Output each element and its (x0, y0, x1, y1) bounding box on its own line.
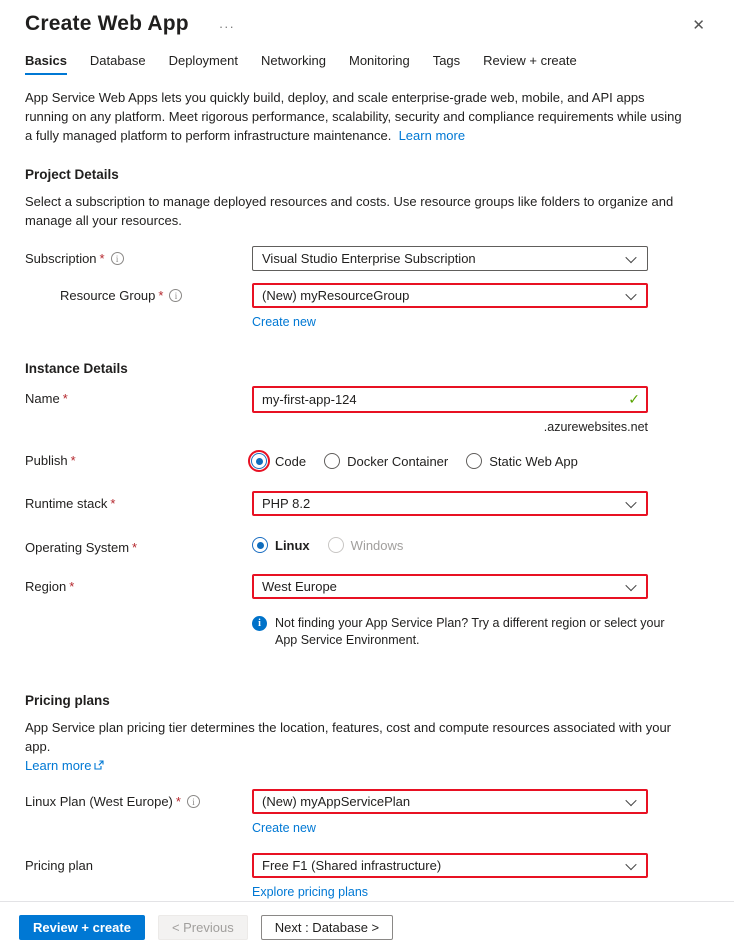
subscription-row (25, 246, 709, 271)
publish-label: Publish (25, 453, 68, 468)
radio-docker-label: Docker Container (347, 453, 449, 469)
create-new-resource-group-link[interactable]: Create new (252, 315, 316, 329)
chevron-down-icon (625, 579, 636, 590)
required-marker: * (69, 579, 75, 594)
pricing-plan-value: Free F1 (Shared infrastructure) (262, 858, 442, 873)
required-marker: * (132, 540, 138, 555)
required-marker: * (70, 453, 76, 468)
radio-code[interactable] (252, 450, 306, 472)
wizard-footer (0, 901, 734, 940)
radio-selected-icon (252, 537, 268, 553)
radio-unselected-icon (324, 453, 340, 469)
project-details-description: Select a subscription to manage deployed resources and costs. Use resource groups like folders to organize and manage all your resources. (25, 194, 674, 228)
linux-plan-value: (New) myAppServicePlan (262, 794, 411, 809)
radio-unselected-icon (466, 453, 482, 469)
region-value: West Europe (262, 579, 337, 594)
pricing-learn-more-link[interactable] (25, 758, 104, 773)
info-icon: i (252, 616, 267, 631)
publish-row (25, 448, 709, 472)
next-database-button[interactable]: Next : Database > (261, 915, 393, 940)
radio-code-label: Code (275, 453, 307, 469)
radio-static-label: Static Web App (489, 453, 578, 469)
page-title: Create Web App (25, 12, 189, 35)
pricing-description-text: App Service plan pricing tier determines the location, features, cost and compute resources associated with your app. (25, 720, 672, 754)
chevron-down-icon (625, 496, 636, 507)
instance-details-heading: Instance Details (25, 361, 128, 376)
pricing-plan-row (25, 853, 709, 901)
valid-checkmark-icon: ✓ (628, 391, 640, 407)
external-link-icon (94, 760, 104, 770)
chevron-down-icon (625, 288, 636, 299)
project-details-heading: Project Details (25, 167, 119, 182)
more-options-icon[interactable]: ··· (218, 18, 235, 34)
radio-windows[interactable] (328, 537, 404, 553)
region-row (25, 574, 709, 599)
name-label: Name (25, 391, 60, 406)
runtime-stack-label: Runtime stack (25, 496, 108, 511)
resource-group-row (25, 283, 709, 331)
tab-review-create[interactable]: Review + create (483, 53, 577, 68)
pricing-plans-description (25, 718, 685, 775)
region-info-box (252, 615, 672, 649)
service-description (25, 88, 685, 145)
create-new-plan-link[interactable]: Create new (252, 821, 316, 835)
operating-system-row (25, 535, 709, 555)
subscription-dropdown[interactable] (252, 246, 648, 271)
info-tooltip-icon[interactable]: i (187, 795, 200, 808)
radio-static-web-app[interactable] (466, 453, 578, 469)
name-input[interactable] (252, 386, 648, 413)
review-create-button[interactable]: Review + create (19, 915, 145, 940)
domain-suffix: .azurewebsites.net (543, 420, 648, 434)
linux-plan-row (25, 789, 709, 837)
chevron-down-icon (625, 251, 636, 262)
region-label: Region (25, 579, 67, 594)
info-tooltip-icon[interactable]: i (111, 252, 124, 265)
tab-networking[interactable]: Networking (260, 53, 326, 68)
radio-selected-icon (251, 453, 267, 469)
os-radio-group (252, 535, 648, 553)
radio-windows-label: Windows (350, 537, 404, 553)
pricing-learn-more-label: Learn more (25, 758, 92, 773)
info-text: Not finding your App Service Plan? Try a different region or select your App Service Environment. (275, 616, 665, 647)
runtime-stack-row (25, 491, 709, 516)
required-marker: * (62, 391, 68, 406)
tab-tags[interactable]: Tags (432, 53, 461, 68)
resource-group-dropdown[interactable] (252, 283, 648, 308)
info-tooltip-icon[interactable]: i (169, 289, 182, 302)
resource-group-value: (New) myResourceGroup (262, 288, 410, 303)
linux-plan-dropdown[interactable] (252, 789, 648, 814)
pricing-plan-label: Pricing plan (25, 858, 93, 873)
close-icon[interactable]: ✕ (692, 17, 705, 34)
service-description-text: App Service Web Apps lets you quickly build, deploy, and scale enterprise-grade web, mobile, and API apps running on any platform. Meet rigorous performance, scalability, security and compliance requirements while using a fully managed platform to perform infrastructure maintenance. (25, 90, 682, 143)
radio-linux-label: Linux (275, 537, 310, 553)
radio-disabled-icon (328, 537, 344, 553)
runtime-stack-dropdown[interactable] (252, 491, 648, 516)
required-marker: * (99, 251, 105, 266)
subscription-value: Visual Studio Enterprise Subscription (262, 251, 476, 266)
subscription-label: Subscription (25, 251, 97, 266)
tab-monitoring[interactable]: Monitoring (348, 53, 410, 68)
tab-database[interactable]: Database (89, 53, 146, 68)
radio-docker-container[interactable] (324, 453, 448, 469)
name-row (25, 386, 709, 434)
learn-more-link[interactable]: Learn more (398, 128, 466, 143)
region-dropdown[interactable] (252, 574, 648, 599)
explore-pricing-plans-link[interactable]: Explore pricing plans (252, 885, 369, 899)
linux-plan-label: Linux Plan (West Europe) (25, 794, 173, 809)
previous-button[interactable]: < Previous (158, 915, 248, 940)
info-row (25, 615, 709, 649)
required-marker: * (175, 794, 181, 809)
dialog-header (25, 12, 709, 36)
tab-basics[interactable]: Basics (25, 53, 67, 75)
chevron-down-icon (625, 794, 636, 805)
chevron-down-icon (625, 858, 636, 869)
radio-linux[interactable] (252, 537, 310, 553)
required-marker: * (110, 496, 116, 511)
wizard-tabs (25, 53, 709, 75)
required-marker: * (158, 288, 164, 303)
operating-system-label: Operating System (25, 540, 130, 555)
resource-group-label: Resource Group (60, 288, 156, 303)
tab-deployment[interactable]: Deployment (168, 53, 238, 68)
red-annotation-ring (248, 450, 270, 472)
pricing-plan-dropdown[interactable] (252, 853, 648, 878)
publish-radio-group (252, 448, 648, 472)
pricing-plans-heading: Pricing plans (25, 693, 110, 708)
runtime-stack-value: PHP 8.2 (262, 496, 311, 511)
